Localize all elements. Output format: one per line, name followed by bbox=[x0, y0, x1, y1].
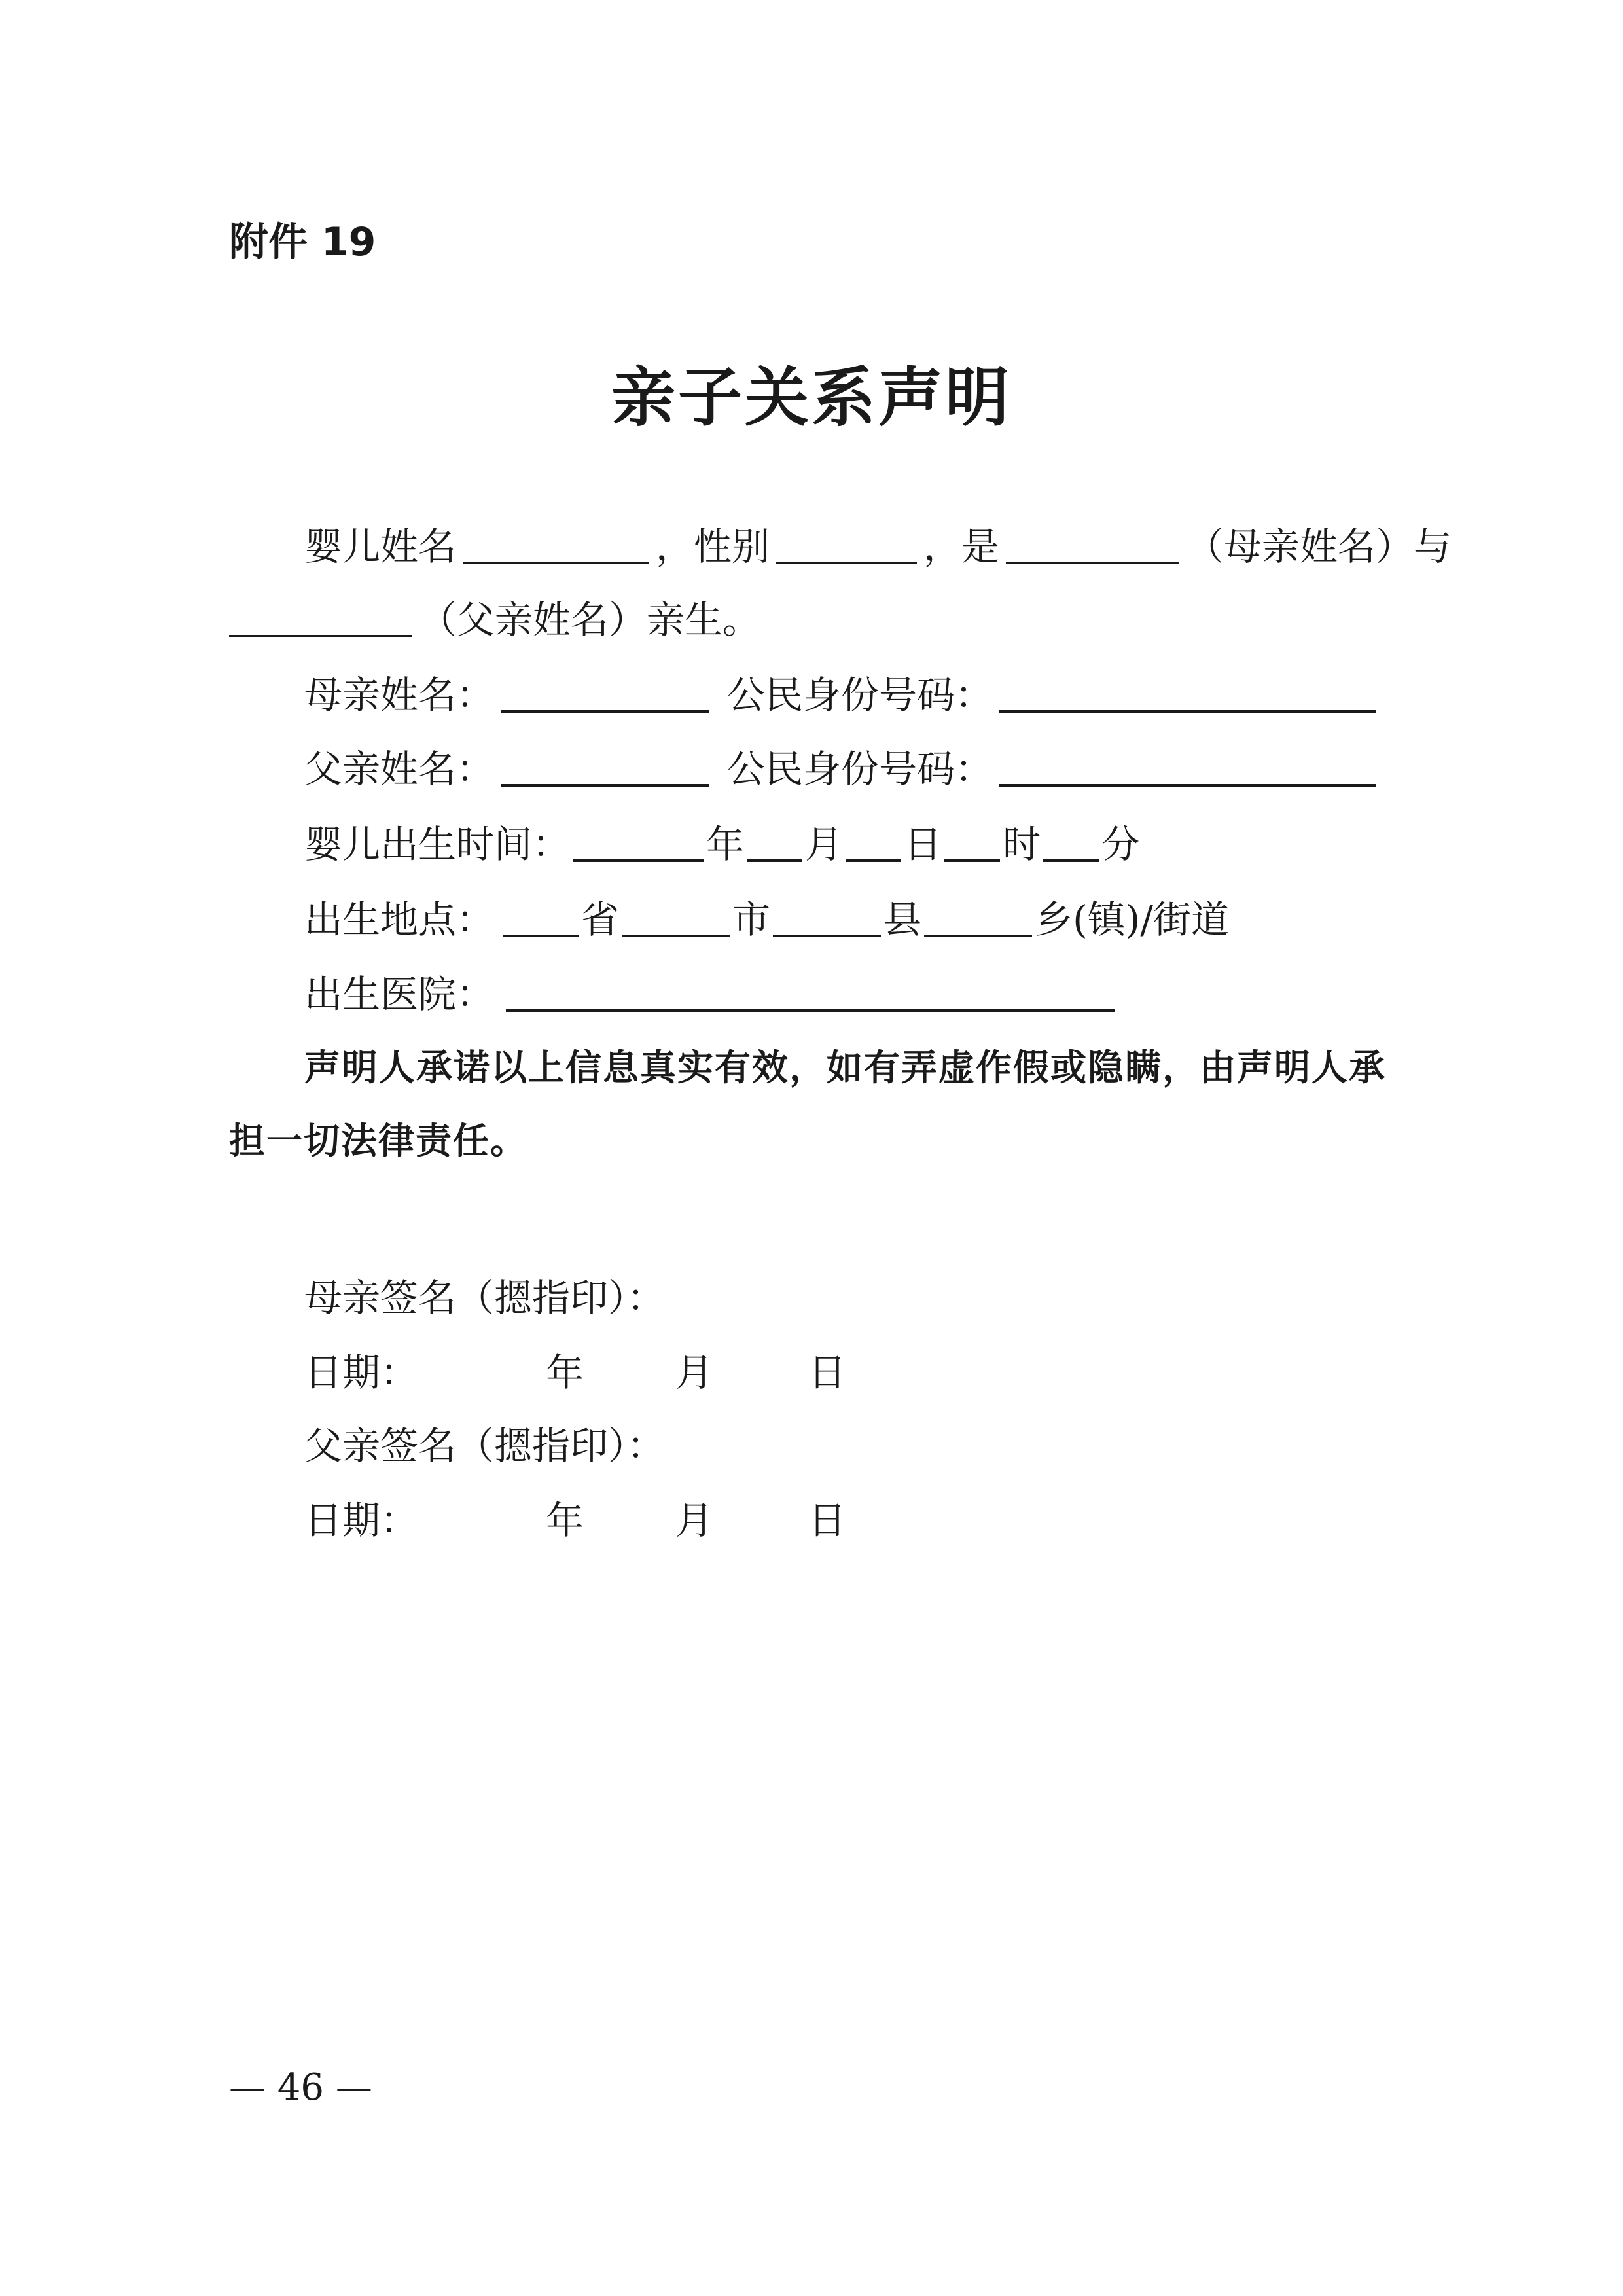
father-id-field[interactable] bbox=[999, 784, 1376, 787]
form-line-father-inline bbox=[229, 584, 760, 643]
declaration-text: 声明人承诺以上信息真实有效，如有弄虚作假或隐瞒，由声明人承担一切法律责任。 bbox=[229, 1047, 1387, 1162]
birth-hour-field[interactable] bbox=[944, 859, 1000, 862]
mother-name-label: 母亲姓名： bbox=[304, 673, 495, 717]
father-date-month: 月 bbox=[675, 1498, 714, 1543]
father-name-label: 父亲姓名： bbox=[304, 747, 495, 791]
baby-name-label: 婴儿姓名 bbox=[304, 524, 457, 569]
province-unit: 省 bbox=[581, 897, 620, 942]
birth-time-label: 婴儿出生时间： bbox=[304, 822, 571, 867]
birth-day-unit: 日 bbox=[904, 822, 942, 867]
mother-signature-line bbox=[304, 1262, 665, 1321]
mother-id-field[interactable] bbox=[999, 710, 1376, 713]
father-name-field[interactable] bbox=[501, 784, 709, 787]
birth-minute-unit: 分 bbox=[1101, 822, 1140, 867]
form-line-baby bbox=[304, 511, 1452, 569]
page-title: 亲子关系声明 bbox=[611, 360, 1012, 435]
town-unit: 乡(镇)/街道 bbox=[1035, 897, 1229, 942]
birth-place-label: 出生地点： bbox=[304, 897, 495, 942]
mother-name-inline-field[interactable] bbox=[1006, 562, 1179, 564]
page-number: — 46 — bbox=[229, 2066, 372, 2109]
town-field[interactable] bbox=[924, 935, 1032, 937]
is-label: ，是 bbox=[923, 524, 1000, 569]
father-id-label: 公民身份号码： bbox=[727, 747, 993, 791]
birth-minute-field[interactable] bbox=[1043, 859, 1099, 862]
birth-day-field[interactable] bbox=[846, 859, 901, 862]
father-name-inline-field[interactable] bbox=[229, 635, 412, 637]
mother-date-year: 年 bbox=[546, 1350, 584, 1395]
county-unit: 县 bbox=[883, 897, 922, 942]
mother-name-field[interactable] bbox=[501, 710, 709, 713]
mother-date-day: 日 bbox=[808, 1350, 847, 1395]
county-field[interactable] bbox=[773, 935, 881, 937]
attachment-label: 附件 19 bbox=[229, 219, 376, 265]
father-signature-line bbox=[304, 1410, 665, 1469]
birth-month-field[interactable] bbox=[747, 859, 802, 862]
gender-field[interactable] bbox=[776, 562, 917, 564]
birth-year-field[interactable] bbox=[573, 859, 704, 862]
father-name-hint: （父亲姓名）亲生。 bbox=[419, 598, 761, 642]
hospital-field[interactable] bbox=[506, 1009, 1115, 1012]
baby-name-field[interactable] bbox=[463, 562, 649, 564]
form-line-birth-time bbox=[304, 808, 1139, 867]
mother-date-line bbox=[304, 1336, 846, 1395]
birth-year-unit: 年 bbox=[706, 822, 745, 867]
mother-id-label: 公民身份号码： bbox=[727, 673, 993, 717]
father-date-day: 日 bbox=[808, 1498, 847, 1543]
city-unit: 市 bbox=[732, 897, 771, 942]
mother-date-month: 月 bbox=[675, 1350, 714, 1395]
hospital-label: 出生医院： bbox=[304, 972, 495, 1016]
father-date-line bbox=[304, 1484, 846, 1543]
province-field[interactable] bbox=[503, 935, 579, 937]
city-field[interactable] bbox=[622, 935, 730, 937]
father-signature-label: 父亲签名（摁指印）： bbox=[304, 1424, 666, 1468]
form-line-birth-place bbox=[304, 884, 1229, 942]
father-date-year: 年 bbox=[546, 1498, 584, 1543]
mother-signature-label: 母亲签名（摁指印）： bbox=[304, 1276, 666, 1320]
birth-hour-unit: 时 bbox=[1003, 822, 1041, 867]
mother-name-hint: （母亲姓名）与 bbox=[1186, 524, 1452, 569]
father-date-label: 日期： bbox=[304, 1498, 419, 1543]
form-line-hospital bbox=[304, 958, 1121, 1017]
gender-label: ，性别 bbox=[656, 524, 770, 569]
mother-date-label: 日期： bbox=[304, 1350, 419, 1395]
form-line-mother bbox=[304, 659, 1382, 718]
form-line-father bbox=[304, 733, 1382, 792]
birth-month-unit: 月 bbox=[805, 822, 844, 867]
